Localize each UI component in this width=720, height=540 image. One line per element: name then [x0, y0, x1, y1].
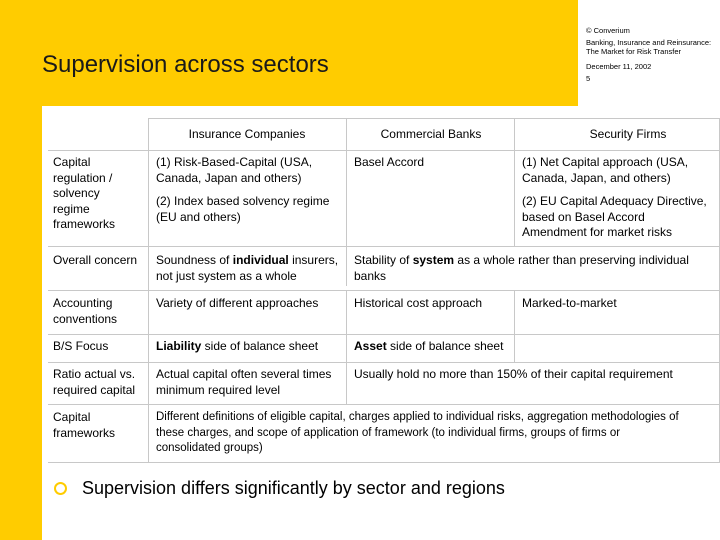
slide-title: Supervision across sectors: [42, 51, 329, 78]
label-line: frameworks: [53, 217, 116, 232]
table-rule: [148, 118, 720, 119]
cell-insurance-bs-focus: [156, 339, 346, 355]
cell-banks-accounting: Historical cost approach: [354, 296, 483, 310]
cell-line: (2) Index based solvency regime: [156, 194, 330, 208]
cell-line: [156, 253, 346, 269]
copyright-text: © Converium: [586, 26, 630, 35]
table-rule: [148, 118, 149, 462]
cell-capital-frameworks-all: [156, 410, 718, 457]
label-line: required capital: [53, 382, 136, 397]
cell-insurance-ratio: [156, 367, 346, 398]
subtitle-line: Banking, Insurance and Reinsurance:: [586, 38, 712, 47]
text-run: side of balance sheet: [201, 339, 319, 353]
table-rule: [48, 462, 720, 463]
cell-insurance-index: [156, 194, 344, 225]
cell-line: Actual capital often several times: [156, 367, 332, 381]
label-line: Accounting: [53, 296, 113, 310]
text-run-bold: Asset: [354, 339, 387, 353]
presentation-subtitle: [586, 38, 711, 56]
cell-banks-concern: [354, 253, 718, 284]
label-line: Capital: [53, 410, 91, 424]
cell-insurance-rbc: [156, 155, 344, 186]
cell-line: Different definitions of eligible capital, charges applied to individual risks, aggregation methodologies of: [156, 411, 679, 423]
label-line: conventions: [53, 311, 118, 326]
text-run-bold: system: [412, 253, 455, 267]
cell-line: Canada, Japan and others): [156, 170, 302, 185]
table-rule: [346, 290, 347, 404]
cell-securities-net-capital: [522, 155, 718, 186]
text-run: Stability of: [354, 253, 413, 267]
table-rule: [514, 290, 515, 362]
bullet-ring-icon: [54, 482, 67, 495]
column-header-insurance: Insurance Companies: [188, 127, 306, 141]
text-run-bold: individual: [232, 253, 289, 267]
text-run: insurers,: [288, 253, 339, 267]
table-rule: [346, 118, 347, 286]
cell-securities-eu-cad: [522, 194, 718, 241]
cell-securities-accounting: Marked-to-market: [522, 296, 617, 310]
subtitle-line: The Market for Risk Transfer: [586, 47, 682, 56]
cell-line: minimum required level: [156, 382, 281, 397]
summary-bullet: [54, 478, 505, 499]
cell-line: Canada, Japan, and others): [522, 170, 671, 185]
page-number: 5: [586, 74, 591, 83]
cell-line: (EU and others): [156, 209, 241, 224]
column-header-banks: Commercial Banks: [380, 127, 482, 141]
cell-line: [354, 253, 718, 269]
row-label-capital-regulation: [53, 155, 145, 233]
cell-banks-ratio: Usually hold no more than 150% of their capital requirement: [354, 367, 673, 381]
cell-line: consolidated groups): [156, 442, 263, 455]
text-run-bold: Liability: [156, 339, 202, 353]
cell-line: these charges, and scope of application of framework (to individual firms, groups of firms or: [156, 426, 621, 439]
label-line: Capital: [53, 155, 91, 169]
cell-line: banks: [354, 268, 387, 283]
row-label-ratio: [53, 367, 147, 398]
left-band: [0, 0, 42, 540]
label-line: frameworks: [53, 425, 116, 440]
cell-line: (2) EU Capital Adequacy Directive,: [522, 194, 707, 208]
cell-banks-basel: Basel Accord: [354, 155, 425, 169]
cell-banks-bs-focus: [354, 339, 512, 355]
cell-insurance-concern: [156, 253, 346, 284]
row-label-capital-frameworks: [53, 410, 145, 441]
cell-line: (1) Risk-Based-Capital (USA,: [156, 155, 313, 169]
cell-line: (1) Net Capital approach (USA,: [522, 155, 689, 169]
text-run: as a whole rather than preserving individual: [454, 253, 689, 267]
cell-line: not just system as a whole: [156, 268, 297, 283]
row-label-overall-concern: Overall concern: [53, 253, 138, 267]
label-line: regime: [53, 201, 90, 216]
row-label-accounting: [53, 296, 145, 327]
row-label-bs-focus: B/S Focus: [53, 339, 109, 353]
date-text: December 11, 2002: [586, 62, 652, 71]
label-line: regulation /: [53, 170, 113, 185]
text-run: Soundness of: [156, 253, 233, 267]
cell-line: Amendment for market risks: [522, 225, 673, 240]
text-run: side of balance sheet: [386, 339, 504, 353]
cell-line: based on Basel Accord: [522, 209, 645, 224]
label-line: solvency: [53, 186, 100, 201]
cell-insurance-accounting: Variety of different approaches: [156, 296, 319, 310]
summary-bullet-text: Supervision differs significantly by sector and regions: [82, 478, 505, 498]
column-header-securities: Security Firms: [589, 127, 667, 141]
label-line: Ratio actual vs.: [53, 367, 136, 381]
